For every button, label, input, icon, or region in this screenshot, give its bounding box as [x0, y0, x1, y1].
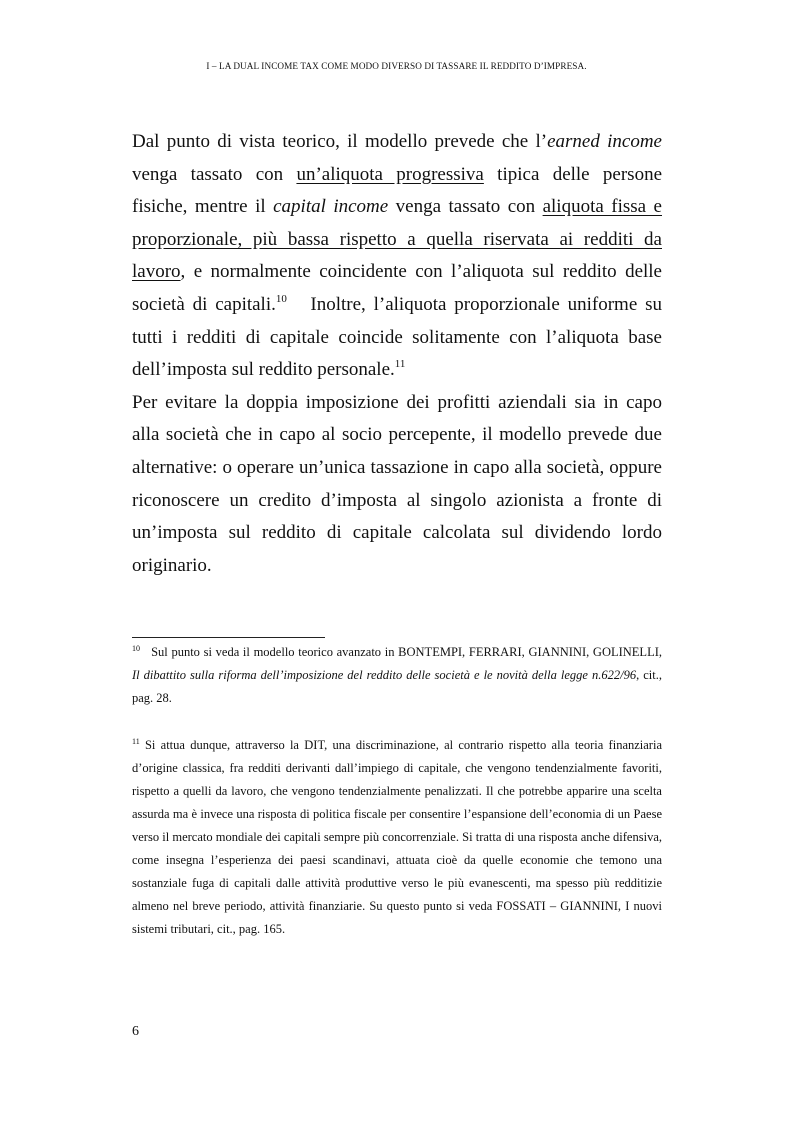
footnote-text: Si attua dunque, attraverso la DIT, una discriminazione, al contrario rispetto alla teoria finanziaria d’origine classica, fra redditi derivanti dall’impiego di capitale, che vengono tendenzialmente favoriti, rispetto a quelli da lavoro, che vengono tendenzialmente penalizzati. Il che potrebbe apparire una scelta assurda ma è invece una risposta di politica fiscale per consentire l’espansione dell’economia di un Paese verso il mercato mondiale dei capitali sempre più concorrenziale. Si tratta di una risposta anche difensiva, come insegna l’esperienza dei paesi scandinavi, attuata cioè da quelle economie che temono una sostanziale fuga di capitali dalle attività produttive verso le più evanescenti, ma spesso più redditizie almeno nel breve periodo, attività finanziarie. Su questo punto si veda FOSSATI – GIANNINI, I nuovi sistemi tributari, cit., pag. 165.	[132, 738, 662, 936]
text-run: Inoltre, l’aliquota proporzionale uniforme su tutti i redditi di capitale coincide solitamente con l’aliquota base dell’imposta sul reddito personale.	[132, 293, 667, 381]
underlined-flat-rate: aliquota fissa e proporzionale, più bassa rispetto a quella riservata ai redditi da lavoro	[132, 196, 662, 283]
text-run: , e normalmente coincidente con l’aliquota sul reddito delle società di capitali.	[132, 261, 662, 315]
footnote-gap	[132, 710, 662, 734]
footnote-cited-title: Il dibattito sulla riforma dell’imposizione del reddito delle società e le novità della legge n.622/96	[132, 668, 637, 682]
footnote-text: , cit., pag. 28.	[132, 668, 663, 705]
page-number: 6	[132, 1024, 139, 1039]
text-run: venga tassato con	[132, 163, 297, 185]
footnote-separator	[132, 637, 325, 638]
underlined-progressive-rate: un’aliquota progressiva	[296, 163, 484, 185]
paragraph-1	[132, 126, 667, 387]
term-capital-income: capital income	[273, 196, 389, 218]
footnote-10	[132, 641, 666, 710]
footnote-ref-10[interactable]: 10	[275, 292, 287, 305]
footnote-number-10: 10	[132, 644, 140, 653]
text-run: venga tassato con	[388, 196, 543, 218]
body-text	[132, 126, 667, 582]
footnote-ref-11[interactable]: 11	[394, 358, 406, 371]
footnote-text: Sul punto si veda il modello teorico avanzato in BONTEMPI, FERRARI, GIANNINI, GOLINELLI,	[140, 645, 666, 659]
term-earned-income: earned income	[547, 131, 662, 152]
footnote-11	[132, 734, 662, 941]
footnotes	[132, 641, 666, 941]
paragraph-2: Per evitare la doppia imposizione dei profitti aziendali sia in capo alla società che in capo al socio percepente, il modello prevede due alternative: o operare un’unica tassazione in capo alla società, oppure riconoscere un credito d’imposta al singolo azionista a fronte di un’imposta sul reddito di capitale calcolata sul dividendo lordo originario.	[132, 391, 662, 576]
running-header: I – LA DUAL INCOME TAX COME MODO DIVERSO DI TASSARE IL REDDITO D’IMPRESA.	[206, 61, 587, 71]
text-run: Dal punto di vista teorico, il modello prevede che l’	[132, 131, 548, 152]
text-run: tipica delle persone fisiche, mentre il	[132, 163, 663, 218]
footnote-number-11: 11	[132, 737, 140, 746]
